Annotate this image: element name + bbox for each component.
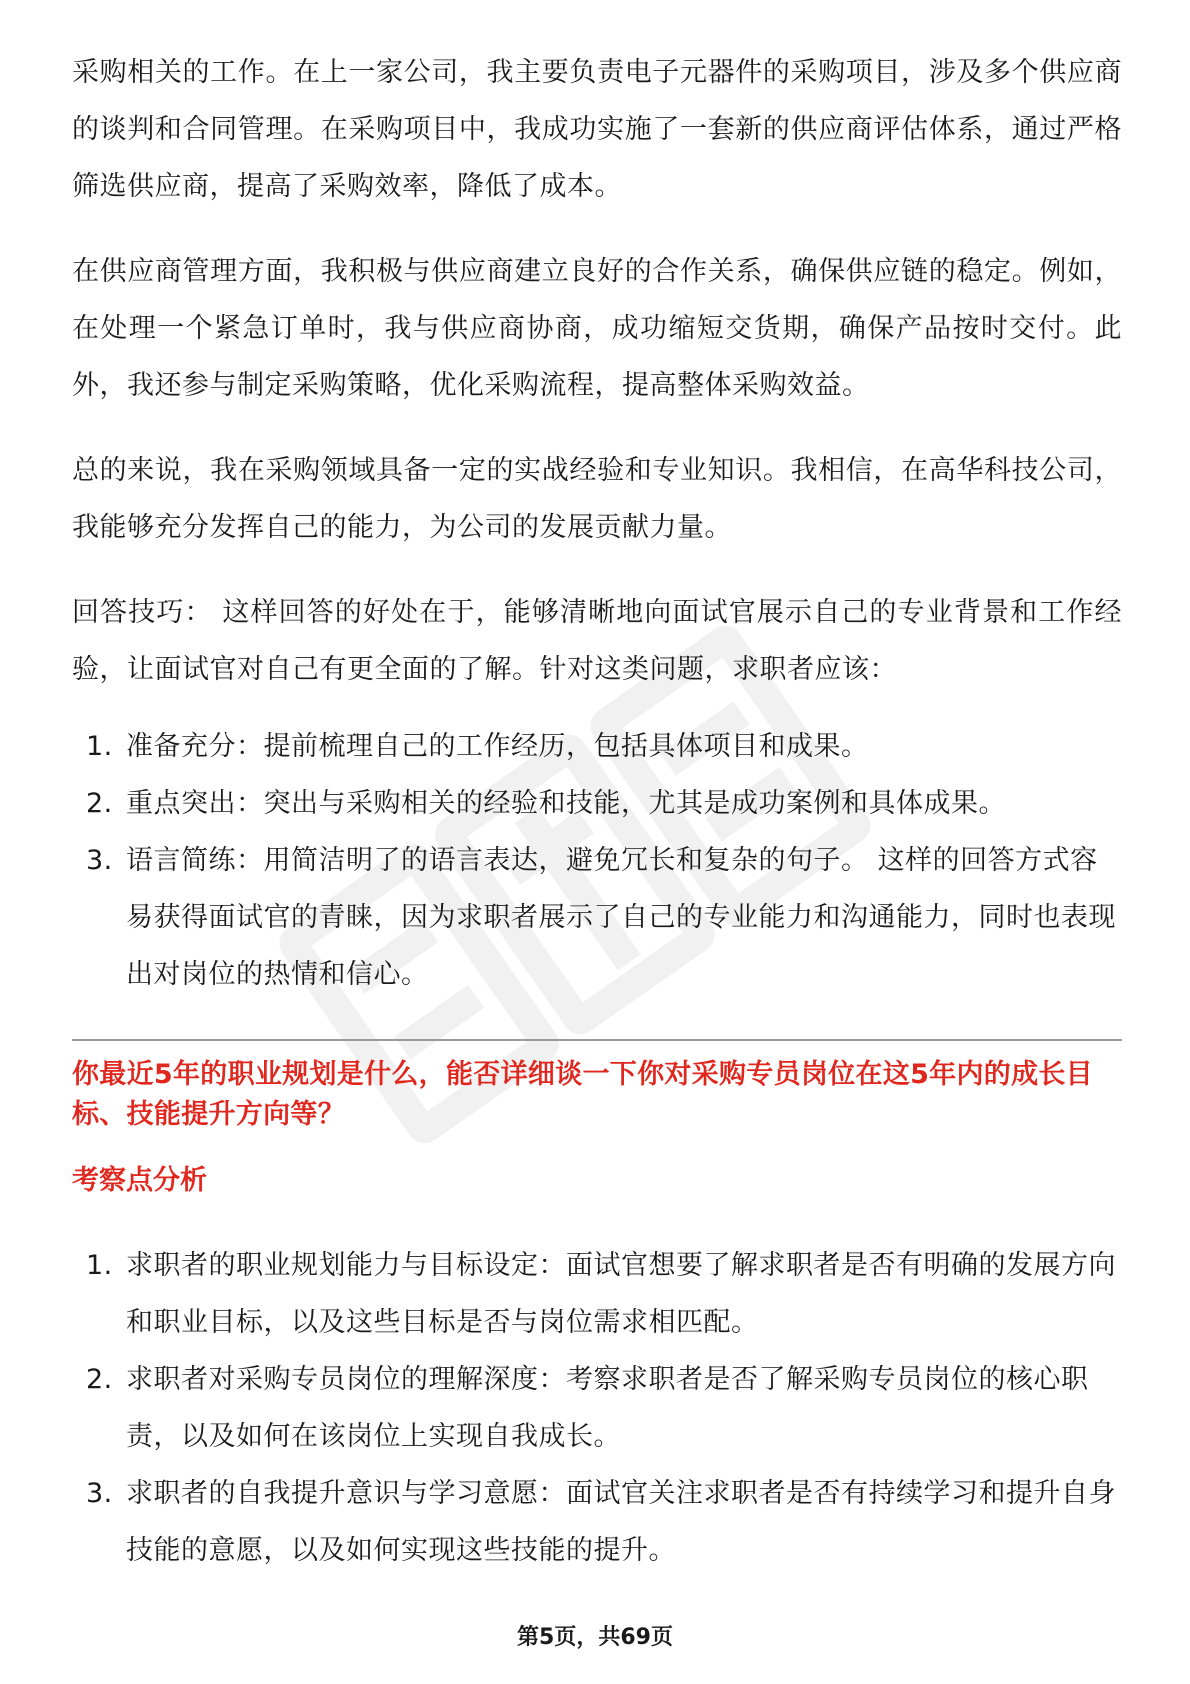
- list-number: 1.: [86, 1250, 113, 1281]
- list-item: [72, 1465, 1122, 1579]
- interview-question: 你最近5年的职业规划是什么，能否详细谈一下你对采购专员岗位在这5年内的成长目标、技能提升方向等？: [72, 1059, 1093, 1130]
- list-text: 语言简练：用简洁明了的语言表达，避免冗长和复杂的句子。 这样的回答方式容易获得面试官的青睐，因为求职者展示了自己的专业能力和沟通能力，同时也表现出对岗位的热情和信心。: [126, 845, 1116, 990]
- page-number-footer: 第5页，共69页: [517, 1625, 673, 1650]
- list-item: [72, 832, 1122, 1003]
- list-text: 准备充分：提前梳理自己的工作经历，包括具体项目和成果。: [126, 731, 869, 762]
- section-divider: [72, 1039, 1122, 1041]
- list-item: [72, 718, 1122, 775]
- list-number: 3.: [86, 845, 113, 876]
- paragraph-experience: 采购相关的工作。在上一家公司，我主要负责电子元器件的采购项目，涉及多个供应商的谈判和合同管理。在采购项目中，我成功实施了一套新的供应商评估体系，通过严格筛选供应商，提高了采购效率，降低了成本。: [72, 57, 1122, 202]
- list-text: 求职者的职业规划能力与目标设定：面试官想要了解求职者是否有明确的发展方向和职业目标，以及这些目标是否与岗位需求相匹配。: [126, 1250, 1116, 1338]
- analysis-list: [72, 1237, 1122, 1579]
- paragraph-supplier-management: 在供应商管理方面，我积极与供应商建立良好的合作关系，确保供应链的稳定。例如，在处理一个紧急订单时，我与供应商协商，成功缩短交货期，确保产品按时交付。此外，我还参与制定采购策略，优化采购流程，提高整体采购效益。: [72, 256, 1122, 401]
- list-number: 2.: [86, 1364, 113, 1395]
- section-title: 考察点分析: [72, 1165, 207, 1196]
- list-number: 2.: [86, 788, 113, 819]
- list-number: 1.: [86, 731, 113, 762]
- list-text: 重点突出：突出与采购相关的经验和技能，尤其是成功案例和具体成果。: [126, 788, 1006, 819]
- paragraph-answer-tips: 回答技巧： 这样回答的好处在于，能够清晰地向面试官展示自己的专业背景和工作经验，让面试官对自己有更全面的了解。针对这类问题，求职者应该：: [72, 597, 1122, 685]
- list-text: 求职者对采购专员岗位的理解深度：考察求职者是否了解采购专员岗位的核心职责，以及如何在该岗位上实现自我成长。: [126, 1364, 1089, 1452]
- paragraph-summary: 总的来说，我在采购领域具备一定的实战经验和专业知识。我相信，在高华科技公司，我能够充分发挥自己的能力，为公司的发展贡献力量。: [72, 455, 1122, 543]
- list-text: 求职者的自我提升意识与学习意愿：面试官关注求职者是否有持续学习和提升自身技能的意愿，以及如何实现这些技能的提升。: [126, 1478, 1116, 1566]
- list-item: [72, 1351, 1122, 1465]
- list-number: 3.: [86, 1478, 113, 1509]
- document-content: [72, 44, 1122, 1579]
- list-item: [72, 775, 1122, 832]
- tips-list: [72, 718, 1122, 1003]
- list-item: [72, 1237, 1122, 1351]
